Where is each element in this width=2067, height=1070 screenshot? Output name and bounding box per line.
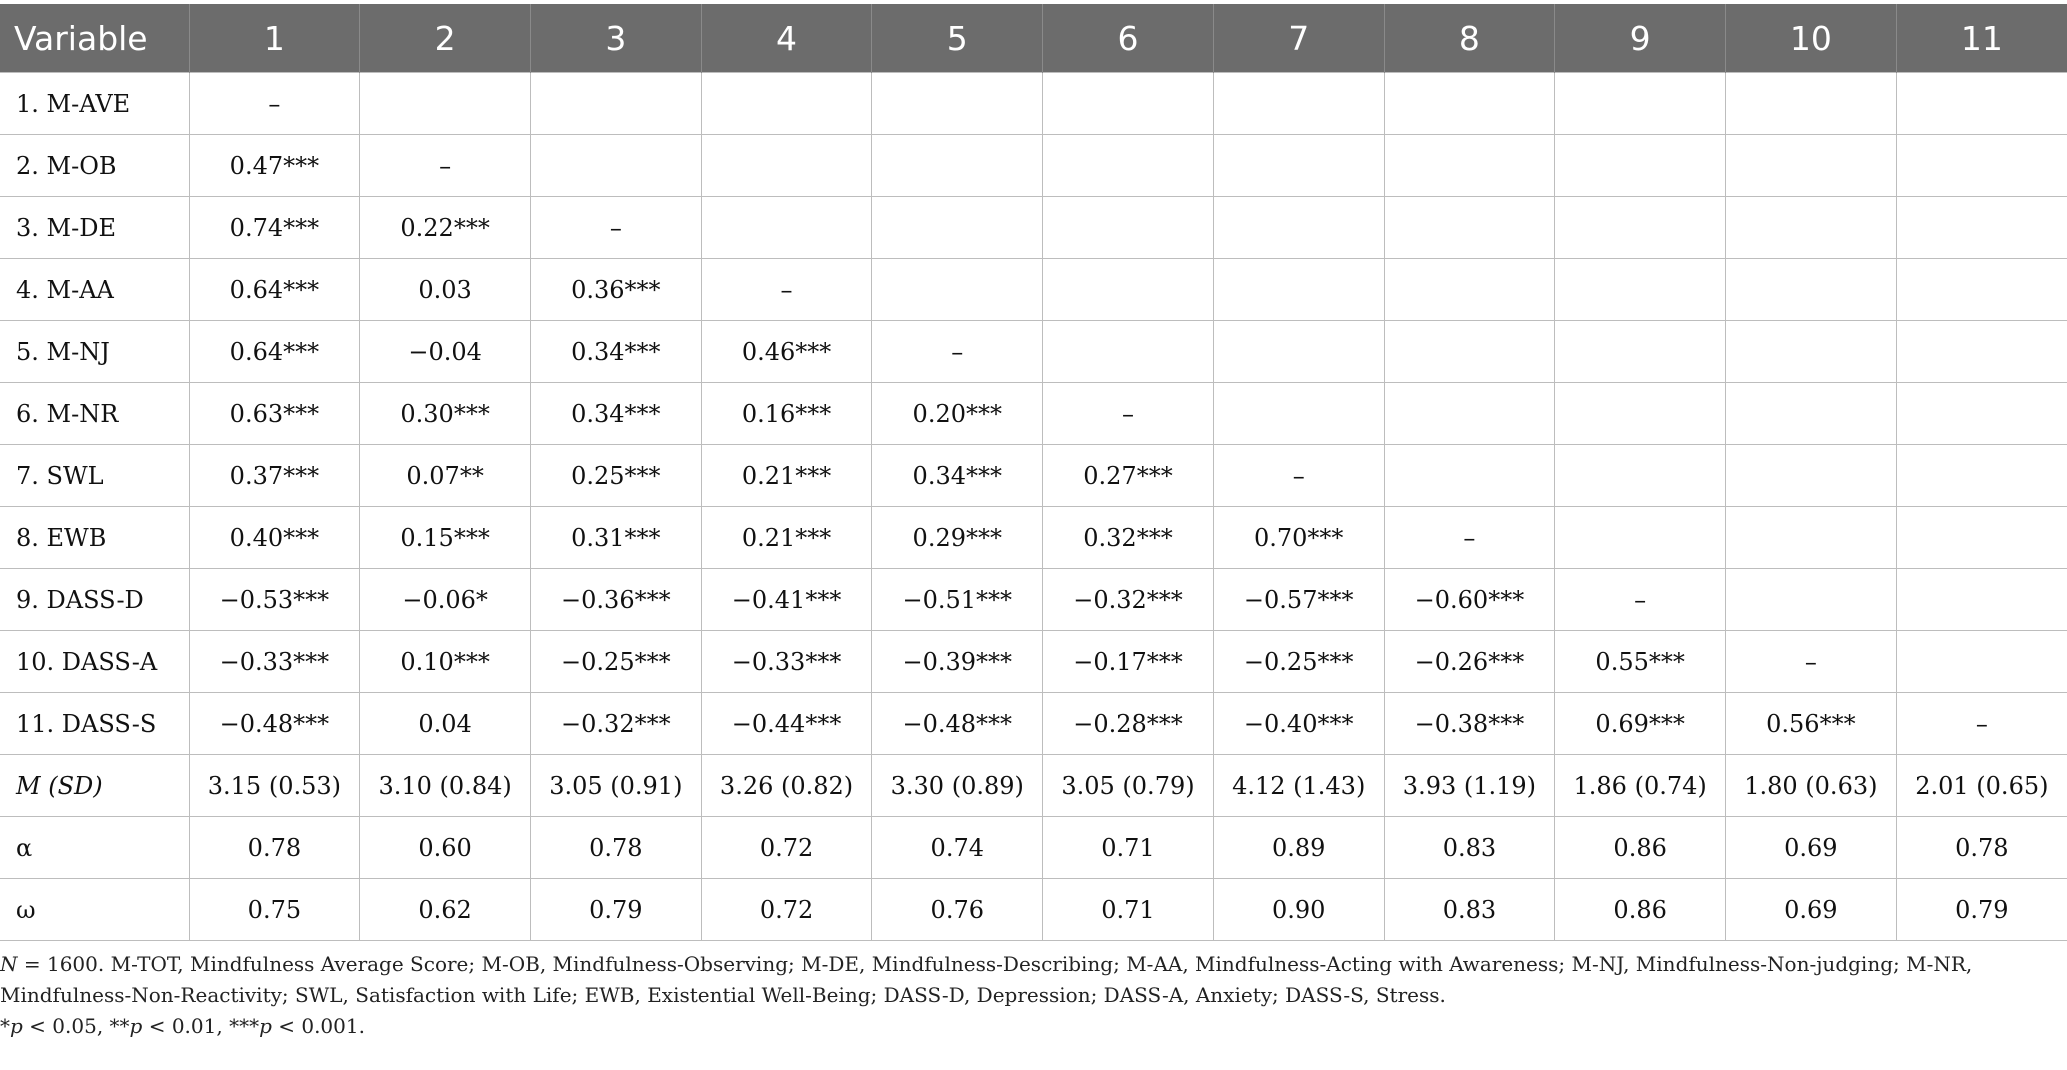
table-cell: −0.48***	[872, 693, 1043, 755]
table-cell	[1896, 445, 2067, 507]
table-cell	[1896, 569, 2067, 631]
table-cell: –	[701, 259, 872, 321]
table-cell	[1726, 321, 1897, 383]
table-cell: –	[1726, 631, 1897, 693]
table-cell	[1213, 321, 1384, 383]
table-cell: 3.15 (0.53)	[189, 755, 360, 817]
table-cell	[1726, 73, 1897, 135]
table-cell: 0.46***	[701, 321, 872, 383]
table-cell: 0.21***	[701, 445, 872, 507]
table-row	[0, 197, 2067, 259]
table-cell	[872, 197, 1043, 259]
table-cell: 0.36***	[530, 259, 701, 321]
table-cell	[1384, 197, 1555, 259]
header-col-5: 5	[872, 4, 1043, 73]
sig-threshold: < 0.05,	[22, 1014, 110, 1038]
table-cell: 3.10 (0.84)	[360, 755, 531, 817]
table-cell: −0.60***	[1384, 569, 1555, 631]
abbreviation-text: = 1600. M-TOT, Mindfulness Average Score; M-OB, Mindfulness-Observing; M-DE, Mindfulness-Describing; M-AA, Mindfulness-Acting with Awareness; M-NJ, Mindfulness-Non-judging; M-NR, Mindfulness-Non-Reactivity; SWL, Satisfaction with Life; EWB, Existential Well-Being; DASS-D, Depression; DASS-A, Anxiety; DASS-S, Stress.	[0, 952, 1973, 1007]
table-cell: 0.74	[872, 817, 1043, 879]
table-cell	[1043, 321, 1214, 383]
table-cell	[360, 73, 531, 135]
table-cell	[1555, 259, 1726, 321]
table-cell	[1726, 197, 1897, 259]
table-cell: 3.93 (1.19)	[1384, 755, 1555, 817]
table-cell: 0.16***	[701, 383, 872, 445]
table-cell: –	[1896, 693, 2067, 755]
table-cell	[1896, 507, 2067, 569]
row-label: 11. DASS-S	[0, 693, 189, 755]
table-cell	[1213, 197, 1384, 259]
table-cell: 0.74***	[189, 197, 360, 259]
table-cell: 0.07**	[360, 445, 531, 507]
row-label: M (SD)	[0, 755, 189, 817]
table-cell: −0.41***	[701, 569, 872, 631]
table-cell: 0.78	[189, 817, 360, 879]
header-col-1: 1	[189, 4, 360, 73]
table-cell: 0.78	[1896, 817, 2067, 879]
table-cell	[1213, 383, 1384, 445]
header-col-9: 9	[1555, 4, 1726, 73]
table-cell: 0.71	[1043, 817, 1214, 879]
sig-threshold: < 0.001.	[271, 1014, 365, 1038]
table-row	[0, 631, 2067, 693]
table-cell: −0.44***	[701, 693, 872, 755]
table-cell: 0.27***	[1043, 445, 1214, 507]
table-cell: −0.53***	[189, 569, 360, 631]
table-cell: 0.29***	[872, 507, 1043, 569]
table-cell: 0.78	[530, 817, 701, 879]
table-cell: 0.90	[1213, 879, 1384, 941]
header-row	[0, 4, 2067, 73]
table-cell	[530, 135, 701, 197]
table-cell: 0.83	[1384, 879, 1555, 941]
row-label: 3. M-DE	[0, 197, 189, 259]
table-row	[0, 321, 2067, 383]
table-cell: –	[1043, 383, 1214, 445]
row-label: ω	[0, 879, 189, 941]
table-cell	[1896, 73, 2067, 135]
table-cell: 3.05 (0.79)	[1043, 755, 1214, 817]
header-col-4: 4	[701, 4, 872, 73]
table-cell: −0.39***	[872, 631, 1043, 693]
table-cell	[1555, 73, 1726, 135]
table-cell: 0.64***	[189, 321, 360, 383]
table-cell: 0.04	[360, 693, 531, 755]
table-cell	[1555, 383, 1726, 445]
row-label: 10. DASS-A	[0, 631, 189, 693]
table-row	[0, 569, 2067, 631]
table-cell: 2.01 (0.65)	[1896, 755, 2067, 817]
table-row	[0, 755, 2067, 817]
table-body	[0, 73, 2067, 941]
row-label: 4. M-AA	[0, 259, 189, 321]
table-cell: 0.79	[530, 879, 701, 941]
table-cell: 0.69	[1726, 879, 1897, 941]
table-cell: −0.25***	[1213, 631, 1384, 693]
table-cell	[1726, 569, 1897, 631]
table-cell: 0.79	[1896, 879, 2067, 941]
table-cell: 0.30***	[360, 383, 531, 445]
table-cell: 0.86	[1555, 817, 1726, 879]
header-variable: Variable	[0, 4, 189, 73]
table-cell	[1555, 445, 1726, 507]
table-cell: −0.51***	[872, 569, 1043, 631]
header-col-2: 2	[360, 4, 531, 73]
table-cell	[872, 259, 1043, 321]
table-cell	[1384, 383, 1555, 445]
table-cell	[1896, 259, 2067, 321]
table-cell	[1726, 445, 1897, 507]
table-cell: 0.83	[1384, 817, 1555, 879]
table-cell: −0.32***	[530, 693, 701, 755]
header-col-3: 3	[530, 4, 701, 73]
row-label: 7. SWL	[0, 445, 189, 507]
table-cell	[701, 73, 872, 135]
table-cell: 0.70***	[1213, 507, 1384, 569]
table-cell: 0.75	[189, 879, 360, 941]
table-cell	[1896, 197, 2067, 259]
table-cell: 0.71	[1043, 879, 1214, 941]
table-cell: 0.32***	[1043, 507, 1214, 569]
table-cell	[1555, 135, 1726, 197]
table-cell	[1555, 197, 1726, 259]
table-cell: 0.25***	[530, 445, 701, 507]
table-cell	[530, 73, 701, 135]
table-cell: 0.69***	[1555, 693, 1726, 755]
table-cell	[1555, 507, 1726, 569]
table-cell: –	[1555, 569, 1726, 631]
header-col-8: 8	[1384, 4, 1555, 73]
table-cell: −0.57***	[1213, 569, 1384, 631]
table-cell: −0.06*	[360, 569, 531, 631]
table-cell: 3.05 (0.91)	[530, 755, 701, 817]
table-cell	[1896, 135, 2067, 197]
sig-stars: *	[0, 1014, 10, 1038]
table-cell: 0.63***	[189, 383, 360, 445]
table-cell: −0.32***	[1043, 569, 1214, 631]
sig-p: p	[259, 1014, 272, 1038]
table-cell: 1.86 (0.74)	[1555, 755, 1726, 817]
table-cell: 0.55***	[1555, 631, 1726, 693]
row-label: 6. M-NR	[0, 383, 189, 445]
table-cell	[1896, 321, 2067, 383]
table-cell	[1726, 259, 1897, 321]
table-cell: 0.37***	[189, 445, 360, 507]
table-cell: 0.72	[701, 879, 872, 941]
table-cell: −0.26***	[1384, 631, 1555, 693]
table-row	[0, 135, 2067, 197]
table-row	[0, 693, 2067, 755]
table-cell	[1384, 259, 1555, 321]
sig-stars: ***	[229, 1014, 260, 1038]
table-cell	[1043, 259, 1214, 321]
table-cell	[872, 73, 1043, 135]
table-cell: 0.86	[1555, 879, 1726, 941]
table-cell	[1896, 631, 2067, 693]
table-cell	[1384, 135, 1555, 197]
table-cell: 0.72	[701, 817, 872, 879]
table-cell: 0.31***	[530, 507, 701, 569]
table-cell: 0.89	[1213, 817, 1384, 879]
table-cell: –	[872, 321, 1043, 383]
correlation-table	[0, 4, 2067, 941]
table-cell: 3.26 (0.82)	[701, 755, 872, 817]
table-cell: 0.34***	[530, 383, 701, 445]
table-cell: 3.30 (0.89)	[872, 755, 1043, 817]
table-cell	[1896, 383, 2067, 445]
table-row	[0, 383, 2067, 445]
table-cell: −0.25***	[530, 631, 701, 693]
table-cell: 0.34***	[530, 321, 701, 383]
n-label: N	[0, 952, 18, 976]
sig-stars: **	[109, 1014, 130, 1038]
table-cell: 0.69	[1726, 817, 1897, 879]
table-row	[0, 73, 2067, 135]
table-cell: −0.33***	[701, 631, 872, 693]
table-cell: −0.04	[360, 321, 531, 383]
significance-note	[0, 1011, 2040, 1042]
table-cell	[1213, 135, 1384, 197]
table-cell: 4.12 (1.43)	[1213, 755, 1384, 817]
table-cell: 0.20***	[872, 383, 1043, 445]
table-cell: –	[1213, 445, 1384, 507]
table-cell	[1726, 507, 1897, 569]
table-cell: −0.48***	[189, 693, 360, 755]
table-cell	[1043, 73, 1214, 135]
table-cell: −0.38***	[1384, 693, 1555, 755]
row-label: 5. M-NJ	[0, 321, 189, 383]
table-cell: −0.17***	[1043, 631, 1214, 693]
abbreviation-note	[0, 949, 2040, 1011]
sig-p: p	[10, 1014, 23, 1038]
table-cell	[1213, 259, 1384, 321]
table-cell: –	[360, 135, 531, 197]
table-header	[0, 4, 2067, 73]
table-cell	[1384, 321, 1555, 383]
table-cell: 1.80 (0.63)	[1726, 755, 1897, 817]
table-cell: –	[530, 197, 701, 259]
table-cell	[1043, 197, 1214, 259]
header-col-7: 7	[1213, 4, 1384, 73]
table-row	[0, 507, 2067, 569]
table-cell	[1555, 321, 1726, 383]
table-cell	[1043, 135, 1214, 197]
row-label: 8. EWB	[0, 507, 189, 569]
table-cell: 0.64***	[189, 259, 360, 321]
table-cell: 0.47***	[189, 135, 360, 197]
table-cell: –	[1384, 507, 1555, 569]
table-row	[0, 259, 2067, 321]
table-cell: −0.36***	[530, 569, 701, 631]
table-cell: 0.60	[360, 817, 531, 879]
table-cell: 0.56***	[1726, 693, 1897, 755]
table-cell	[1726, 383, 1897, 445]
row-label: α	[0, 817, 189, 879]
table-cell: 0.22***	[360, 197, 531, 259]
table-cell	[1213, 73, 1384, 135]
table-cell: 0.40***	[189, 507, 360, 569]
row-label: 1. M-AVE	[0, 73, 189, 135]
row-label: 9. DASS-D	[0, 569, 189, 631]
header-col-10: 10	[1726, 4, 1897, 73]
table-cell	[701, 135, 872, 197]
table-row	[0, 879, 2067, 941]
table-notes	[0, 949, 2040, 1042]
header-col-6: 6	[1043, 4, 1214, 73]
table-cell	[1384, 73, 1555, 135]
table-cell: 0.62	[360, 879, 531, 941]
table-cell: 0.76	[872, 879, 1043, 941]
row-label: 2. M-OB	[0, 135, 189, 197]
table-cell	[701, 197, 872, 259]
table-cell	[1384, 445, 1555, 507]
table-cell: –	[189, 73, 360, 135]
table-cell: 0.10***	[360, 631, 531, 693]
table-cell: −0.33***	[189, 631, 360, 693]
header-col-11: 11	[1896, 4, 2067, 73]
table-cell	[1726, 135, 1897, 197]
table-row	[0, 445, 2067, 507]
table-cell: −0.40***	[1213, 693, 1384, 755]
sig-threshold: < 0.01,	[142, 1014, 230, 1038]
table-cell: 0.21***	[701, 507, 872, 569]
sig-p: p	[129, 1014, 143, 1038]
table-cell	[872, 135, 1043, 197]
table-cell: −0.28***	[1043, 693, 1214, 755]
table-cell: 0.15***	[360, 507, 531, 569]
table-row	[0, 817, 2067, 879]
table-cell: 0.03	[360, 259, 531, 321]
table-cell: 0.34***	[872, 445, 1043, 507]
